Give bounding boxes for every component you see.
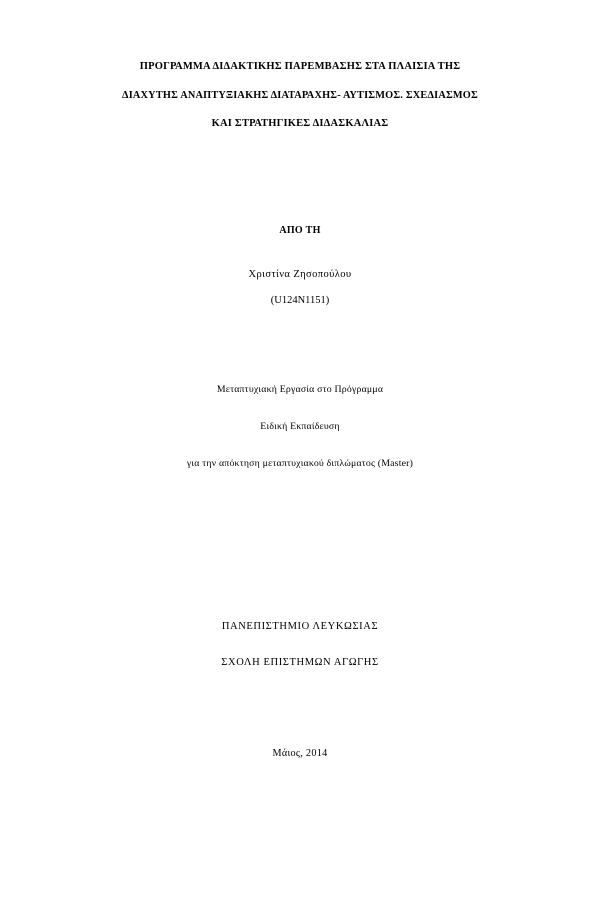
school-name: ΣΧΟΛΗ ΕΠΙΣΤΗΜΩΝ ΑΓΩΓΗΣ [221, 657, 379, 669]
institution-section [72, 621, 528, 668]
publication-date: Μάιος, 2014 [272, 748, 328, 760]
student-id: (U124N1151) [270, 295, 330, 307]
author-name: Χριστίνα Ζησοπούλου [248, 269, 352, 281]
program-line-3: για την απόκτηση μεταπτυχιακού διπλώματος (Master) [186, 458, 414, 470]
by-label: ΑΠΟ ΤΗ [279, 225, 321, 237]
title-line-3: ΚΑΙ ΣΤΡΑΤΗΓΙΚΕΣ ΔΙΔΑΣΚΑΛΙΑΣ [211, 117, 389, 129]
program-line-2: Ειδική Εκπαίδευση [260, 421, 340, 433]
date-section [72, 748, 528, 759]
program-section [72, 384, 528, 469]
program-line-1: Μεταπτυχιακή Εργασία στο Πρόγραμμα [216, 384, 384, 396]
by-section [72, 225, 528, 236]
university-name: ΠΑΝΕΠΙΣΤΗΜΙΟ ΛΕΥΚΩΣΙΑΣ [221, 621, 379, 633]
thesis-title [72, 62, 528, 129]
title-line-1: ΠΡΟΓΡΑΜΜΑ ΔΙΔΑΚΤΙΚΗΣ ΠΑΡΕΜΒΑΣΗΣ ΣΤΑ ΠΛΑΙΣΙΑ ΤΗΣ [139, 61, 461, 72]
title-line-2: ΔΙΑΧΥΤΗΣ ΑΝΑΠΤΥΞΙΑΚΗΣ ΔΙΑΤΑΡΑΧΗΣ- ΑΥΤΙΣΜΟΣ. ΣΧΕΔΙΑΣΜΟΣ [122, 89, 478, 101]
document-page [0, 62, 600, 911]
